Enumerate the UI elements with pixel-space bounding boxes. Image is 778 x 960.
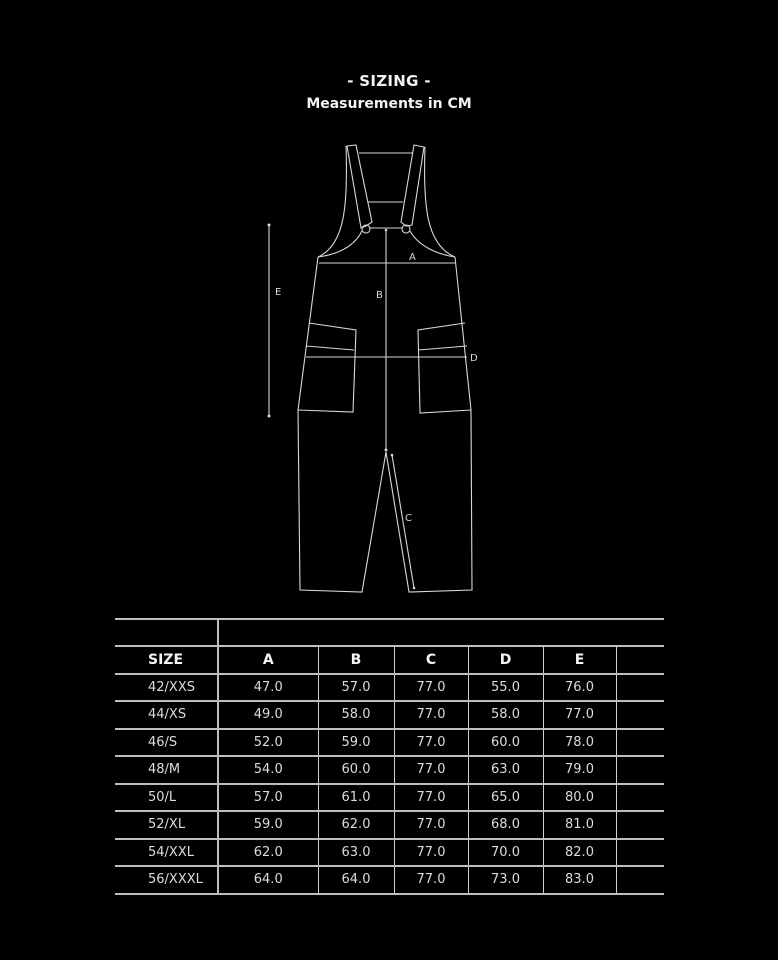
left-strap xyxy=(347,145,372,228)
size-table xyxy=(115,618,664,895)
table-row: 48/M 54.0 60.0 77.0 63.0 79.0 xyxy=(115,756,664,784)
header-b: B xyxy=(318,646,394,674)
right-strap xyxy=(401,145,424,226)
table-row: 46/S 52.0 59.0 77.0 60.0 78.0 xyxy=(115,729,664,757)
table-row: 52/XL 59.0 62.0 77.0 68.0 81.0 xyxy=(115,811,664,839)
measurements-subtitle: Measurements in CM xyxy=(306,96,472,112)
table-row: 50/L 57.0 61.0 77.0 65.0 80.0 xyxy=(115,784,664,812)
table-row: 56/XXXL 64.0 64.0 77.0 73.0 83.0 xyxy=(115,866,664,894)
table-header-row xyxy=(115,646,664,674)
table-spacer-row xyxy=(115,619,664,646)
label-b: B xyxy=(376,290,383,301)
label-d: D xyxy=(470,353,478,364)
header-e: E xyxy=(543,646,616,674)
body-outline xyxy=(298,257,472,592)
sizing-title: - SIZING - xyxy=(347,72,431,90)
table-row: 44/XS 49.0 58.0 77.0 58.0 77.0 xyxy=(115,701,664,729)
label-c: C xyxy=(405,513,412,524)
label-e: E xyxy=(275,287,282,298)
table-row: 54/XXL 62.0 63.0 77.0 70.0 82.0 xyxy=(115,839,664,867)
header-c: C xyxy=(394,646,468,674)
label-a: A xyxy=(409,252,416,263)
table-row: 42/XXS 47.0 57.0 77.0 55.0 76.0 xyxy=(115,674,664,702)
header-a: A xyxy=(218,646,318,674)
header-size: SIZE xyxy=(115,646,218,674)
header-d: D xyxy=(468,646,543,674)
